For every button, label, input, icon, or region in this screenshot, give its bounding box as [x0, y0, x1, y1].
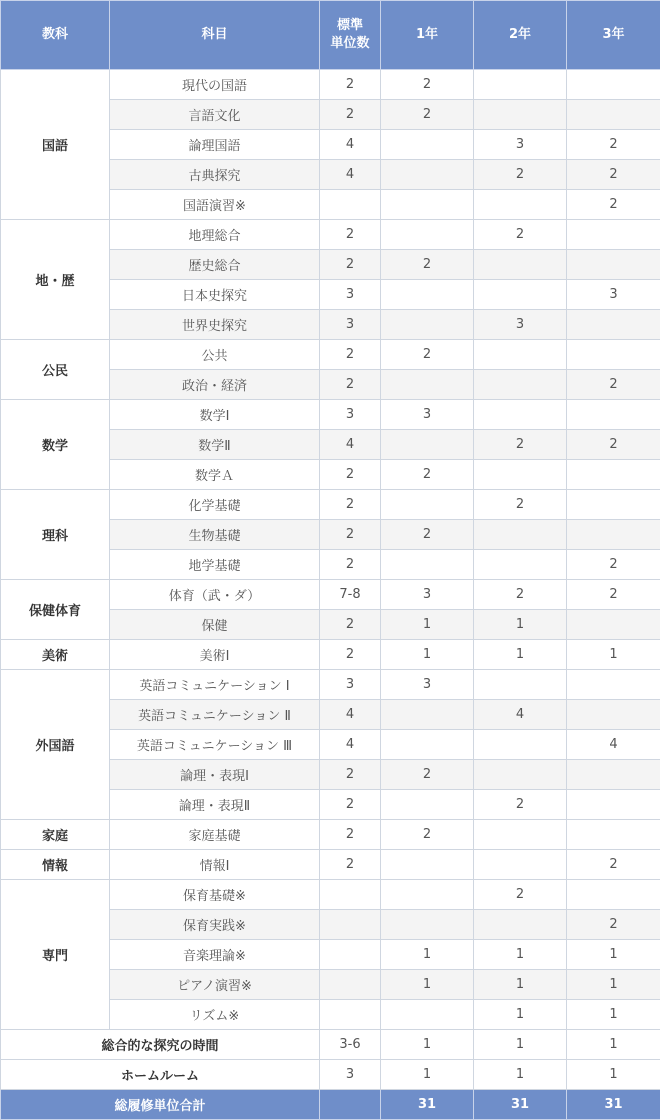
- standard-units-cell: 2: [320, 760, 381, 790]
- year-1-cell: 2: [381, 760, 474, 790]
- header-standard-line1: 標準: [336, 18, 363, 33]
- year-2-cell: 4: [474, 700, 567, 730]
- subject-cell: 論理・表現Ⅰ: [110, 760, 320, 790]
- subject-cell: 世界史探究: [110, 310, 320, 340]
- table-row: [1, 580, 660, 610]
- year-1-cell: [381, 700, 474, 730]
- subject-cell: ピアノ演習※: [110, 970, 320, 1000]
- year-3-cell: 2: [567, 550, 660, 580]
- year-1-cell: 1: [381, 940, 474, 970]
- year-3-cell: [567, 610, 660, 640]
- year-1-cell: 1: [381, 610, 474, 640]
- standard-units-cell: 2: [320, 370, 381, 400]
- subject-cell: 政治・経済: [110, 370, 320, 400]
- year-2-cell: 1: [474, 610, 567, 640]
- standard-units-cell: 2: [320, 490, 381, 520]
- standard-units-cell: 2: [320, 820, 381, 850]
- header-standard-units: [320, 1, 381, 70]
- year-2-cell: 1: [474, 640, 567, 670]
- year-1-cell: [381, 730, 474, 760]
- special-row: [1, 1060, 660, 1090]
- subject-cell: 保育実践※: [110, 910, 320, 940]
- year-3-cell: 1: [567, 1000, 660, 1030]
- year-1-cell: 2: [381, 100, 474, 130]
- year-1-cell: [381, 880, 474, 910]
- year-2-cell: [474, 100, 567, 130]
- standard-units-cell: [320, 910, 381, 940]
- year-3-cell: 4: [567, 730, 660, 760]
- category-cell: 公民: [1, 340, 110, 400]
- category-cell: 美術: [1, 640, 110, 670]
- category-cell: 保健体育: [1, 580, 110, 640]
- special-row: [1, 1030, 660, 1060]
- year-2-cell: [474, 70, 567, 100]
- subject-cell: 生物基礎: [110, 520, 320, 550]
- year-2-cell: [474, 370, 567, 400]
- year-1-cell: [381, 220, 474, 250]
- year-2-cell: [474, 820, 567, 850]
- subject-cell: 論理国語: [110, 130, 320, 160]
- year-3-cell: [567, 520, 660, 550]
- year-3-cell: 2: [567, 370, 660, 400]
- subject-cell: 数学Ⅱ: [110, 430, 320, 460]
- standard-units-cell: 3-6: [320, 1030, 381, 1060]
- year-3-cell: 2: [567, 160, 660, 190]
- year-2-cell: 1: [474, 970, 567, 1000]
- standard-units-cell: 4: [320, 160, 381, 190]
- year-2-cell: [474, 190, 567, 220]
- year-3-cell: [567, 880, 660, 910]
- standard-units-cell: 3: [320, 280, 381, 310]
- year-3-cell: [567, 70, 660, 100]
- subject-cell: 歴史総合: [110, 250, 320, 280]
- year-1-cell: [381, 550, 474, 580]
- year-2-cell: [474, 250, 567, 280]
- table-body: [1, 70, 660, 1090]
- year-1-cell: [381, 490, 474, 520]
- year-2-cell: 1: [474, 1000, 567, 1030]
- year-1-cell: [381, 790, 474, 820]
- total-label: 総履修単位合計: [1, 1090, 320, 1120]
- standard-units-cell: 2: [320, 610, 381, 640]
- standard-units-cell: 4: [320, 430, 381, 460]
- year-1-cell: 1: [381, 970, 474, 1000]
- year-2-cell: [474, 760, 567, 790]
- year-3-cell: [567, 100, 660, 130]
- header-year-3: 3年: [567, 1, 660, 70]
- subject-cell: 体育（武・ダ）: [110, 580, 320, 610]
- subject-cell: リズム※: [110, 1000, 320, 1030]
- subject-cell: 美術Ⅰ: [110, 640, 320, 670]
- year-1-cell: 2: [381, 250, 474, 280]
- year-1-cell: [381, 280, 474, 310]
- year-3-cell: [567, 700, 660, 730]
- standard-units-cell: 7-8: [320, 580, 381, 610]
- year-3-cell: 1: [567, 1030, 660, 1060]
- year-3-cell: [567, 310, 660, 340]
- standard-units-cell: 4: [320, 730, 381, 760]
- standard-units-cell: 2: [320, 850, 381, 880]
- subject-cell: 地理総合: [110, 220, 320, 250]
- standard-units-cell: 2: [320, 70, 381, 100]
- category-cell: 家庭: [1, 820, 110, 850]
- year-3-cell: 2: [567, 190, 660, 220]
- year-3-cell: 1: [567, 940, 660, 970]
- year-2-cell: 2: [474, 880, 567, 910]
- standard-units-cell: 2: [320, 250, 381, 280]
- standard-units-cell: 3: [320, 670, 381, 700]
- subject-cell: 論理・表現Ⅱ: [110, 790, 320, 820]
- year-1-cell: [381, 430, 474, 460]
- table-row: [1, 640, 660, 670]
- year-2-cell: [474, 340, 567, 370]
- standard-units-cell: 2: [320, 100, 381, 130]
- standard-units-cell: 2: [320, 640, 381, 670]
- standard-units-cell: 2: [320, 460, 381, 490]
- year-1-cell: 3: [381, 670, 474, 700]
- table-row: [1, 490, 660, 520]
- year-2-cell: [474, 520, 567, 550]
- total-year-1: 31: [381, 1090, 474, 1120]
- year-2-cell: 1: [474, 1030, 567, 1060]
- year-2-cell: [474, 460, 567, 490]
- year-3-cell: [567, 790, 660, 820]
- year-3-cell: [567, 400, 660, 430]
- total-year-3: 31: [567, 1090, 660, 1120]
- special-row-label: 総合的な探究の時間: [1, 1030, 320, 1060]
- year-2-cell: 2: [474, 220, 567, 250]
- standard-units-cell: 2: [320, 220, 381, 250]
- subject-cell: 英語コミュニケーション Ⅱ: [110, 700, 320, 730]
- year-2-cell: [474, 850, 567, 880]
- category-cell: 理科: [1, 490, 110, 580]
- year-1-cell: [381, 160, 474, 190]
- subject-cell: 英語コミュニケーション Ⅰ: [110, 670, 320, 700]
- year-3-cell: 2: [567, 850, 660, 880]
- year-2-cell: 3: [474, 130, 567, 160]
- standard-units-cell: 3: [320, 400, 381, 430]
- year-3-cell: 1: [567, 1060, 660, 1090]
- category-cell: 情報: [1, 850, 110, 880]
- year-2-cell: 2: [474, 160, 567, 190]
- year-3-cell: [567, 220, 660, 250]
- header-row: [1, 1, 660, 70]
- year-3-cell: [567, 460, 660, 490]
- year-3-cell: [567, 760, 660, 790]
- standard-units-cell: 2: [320, 790, 381, 820]
- table-row: [1, 850, 660, 880]
- year-2-cell: 2: [474, 790, 567, 820]
- special-row-label: ホームルーム: [1, 1060, 320, 1090]
- year-3-cell: [567, 250, 660, 280]
- subject-cell: 日本史探究: [110, 280, 320, 310]
- header-subject: 科目: [110, 1, 320, 70]
- subject-cell: 音楽理論※: [110, 940, 320, 970]
- year-1-cell: [381, 370, 474, 400]
- year-1-cell: [381, 910, 474, 940]
- year-2-cell: [474, 400, 567, 430]
- year-1-cell: 3: [381, 400, 474, 430]
- year-2-cell: [474, 280, 567, 310]
- year-1-cell: 1: [381, 1060, 474, 1090]
- year-3-cell: 2: [567, 910, 660, 940]
- year-2-cell: 2: [474, 490, 567, 520]
- year-3-cell: 2: [567, 430, 660, 460]
- year-1-cell: 2: [381, 340, 474, 370]
- year-1-cell: 2: [381, 460, 474, 490]
- standard-units-cell: 2: [320, 550, 381, 580]
- standard-units-cell: 3: [320, 310, 381, 340]
- table-row: [1, 670, 660, 700]
- standard-units-cell: [320, 970, 381, 1000]
- subject-cell: 数学Ⅰ: [110, 400, 320, 430]
- header-year-2: 2年: [474, 1, 567, 70]
- year-1-cell: 3: [381, 580, 474, 610]
- standard-units-cell: [320, 190, 381, 220]
- standard-units-cell: 2: [320, 520, 381, 550]
- subject-cell: 数学Ａ: [110, 460, 320, 490]
- total-year-2: 31: [474, 1090, 567, 1120]
- subject-cell: 化学基礎: [110, 490, 320, 520]
- year-2-cell: 1: [474, 1060, 567, 1090]
- subject-cell: 国語演習※: [110, 190, 320, 220]
- subject-cell: 古典探究: [110, 160, 320, 190]
- subject-cell: 情報Ⅰ: [110, 850, 320, 880]
- year-2-cell: [474, 910, 567, 940]
- year-2-cell: 2: [474, 580, 567, 610]
- year-2-cell: 2: [474, 430, 567, 460]
- year-2-cell: [474, 670, 567, 700]
- subject-cell: 地学基礎: [110, 550, 320, 580]
- total-standard: [320, 1090, 381, 1120]
- year-3-cell: 1: [567, 970, 660, 1000]
- header-year-1: 1年: [381, 1, 474, 70]
- subject-cell: 言語文化: [110, 100, 320, 130]
- year-1-cell: 2: [381, 820, 474, 850]
- category-cell: 国語: [1, 70, 110, 220]
- year-1-cell: 2: [381, 70, 474, 100]
- year-2-cell: 1: [474, 940, 567, 970]
- standard-units-cell: [320, 1000, 381, 1030]
- year-1-cell: 1: [381, 1030, 474, 1060]
- year-2-cell: [474, 730, 567, 760]
- table-row: [1, 400, 660, 430]
- category-cell: 地・歴: [1, 220, 110, 340]
- subject-cell: 家庭基礎: [110, 820, 320, 850]
- year-1-cell: [381, 1000, 474, 1030]
- table-row: [1, 70, 660, 100]
- standard-units-cell: [320, 940, 381, 970]
- year-1-cell: [381, 310, 474, 340]
- category-cell: 外国語: [1, 670, 110, 820]
- subject-cell: 保育基礎※: [110, 880, 320, 910]
- subject-cell: 現代の国語: [110, 70, 320, 100]
- table-row: [1, 340, 660, 370]
- subject-cell: 英語コミュニケーション Ⅲ: [110, 730, 320, 760]
- year-1-cell: 2: [381, 520, 474, 550]
- subject-cell: 保健: [110, 610, 320, 640]
- year-1-cell: [381, 850, 474, 880]
- standard-units-cell: 4: [320, 700, 381, 730]
- table-row: [1, 880, 660, 910]
- table-row: [1, 220, 660, 250]
- header-standard-line2: 単位数: [330, 36, 370, 51]
- standard-units-cell: 2: [320, 340, 381, 370]
- standard-units-cell: 4: [320, 130, 381, 160]
- standard-units-cell: [320, 880, 381, 910]
- year-1-cell: [381, 190, 474, 220]
- table-row: [1, 820, 660, 850]
- year-3-cell: [567, 490, 660, 520]
- year-3-cell: [567, 340, 660, 370]
- category-cell: 専門: [1, 880, 110, 1030]
- year-3-cell: [567, 820, 660, 850]
- year-3-cell: 1: [567, 640, 660, 670]
- year-2-cell: [474, 550, 567, 580]
- subject-cell: 公共: [110, 340, 320, 370]
- header-category: 教科: [1, 1, 110, 70]
- total-row: [1, 1090, 660, 1120]
- year-3-cell: [567, 670, 660, 700]
- year-3-cell: 2: [567, 130, 660, 160]
- category-cell: 数学: [1, 400, 110, 490]
- year-3-cell: 2: [567, 580, 660, 610]
- year-2-cell: 3: [474, 310, 567, 340]
- standard-units-cell: 3: [320, 1060, 381, 1090]
- year-1-cell: 1: [381, 640, 474, 670]
- year-1-cell: [381, 130, 474, 160]
- year-3-cell: 3: [567, 280, 660, 310]
